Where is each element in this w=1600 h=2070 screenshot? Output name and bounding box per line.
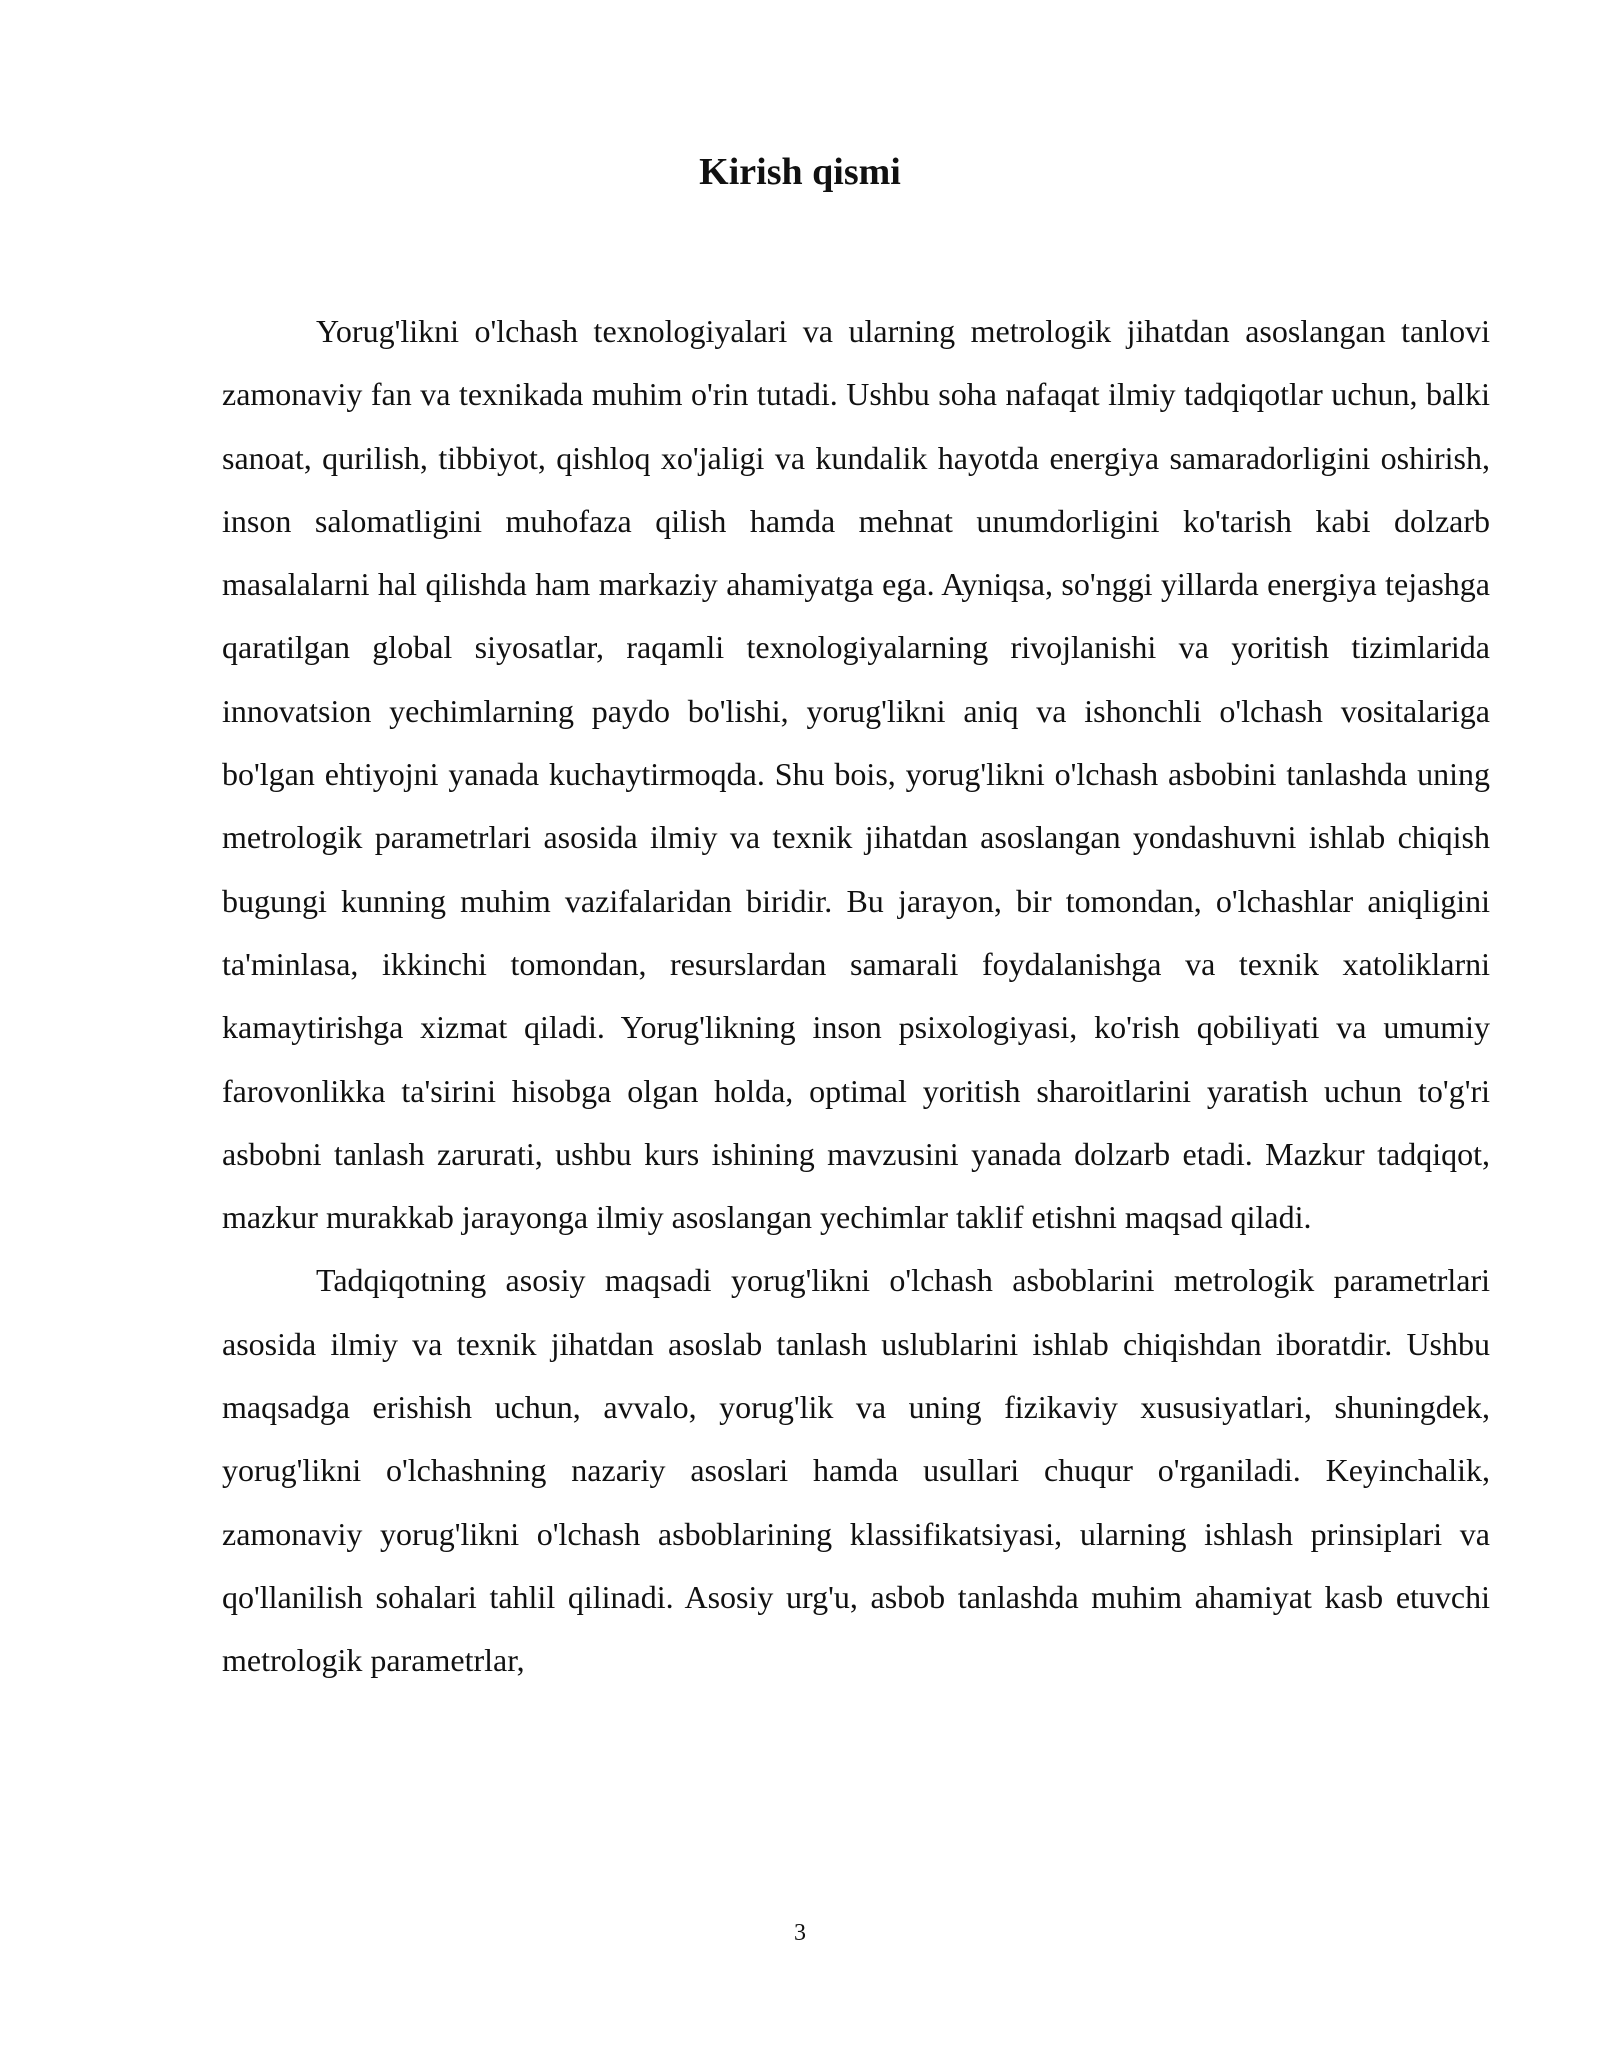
paragraph-introduction: Yorug'likni o'lchash texnologiyalari va ularning metrologik jihatdan asoslangan tanlovi zamonaviy fan va texnikada muhim o'rin tutadi. Ushbu soha nafaqat ilmiy tadqiqotlar uchun, balki sanoat, qurilish, tibbiyot, qishloq xo'jaligi va kundalik hayotda energiya samaradorligini oshirish, inson salomatligini muhofaza qilish hamda mehnat unumdorligini ko'tarish kabi dolzarb masalalarni hal qilishda ham markaziy ahamiyatga ega. Ayniqsa, so'nggi yillarda energiya tejashga qaratilgan global siyosatlar, raqamli texnologiyalarning rivojlanishi va yoritish tizimlarida innovatsion yechimlarning paydo bo'lishi, yorug'likni aniq va ishonchli o'lchash vositalariga bo'lgan ehtiyojni yanada kuchaytirmoqda. Shu bois, yorug'likni o'lchash asbobini tanlashda uning metrologik parametrlari asosida ilmiy va texnik jihatdan asoslangan yondashuvni ishlab chiqish bugungi kunning muhim vazifalaridan biridir. Bu jarayon, bir tomondan, o'lchashlar aniqligini ta'minlasa, ikkinchi tomondan, resurslardan samarali foydalanishga va texnik xatoliklarni kamaytirishga xizmat qiladi. Yorug'likning inson psixologiyasi, ko'rish qobiliyati va umumiy farovonlikka ta'sirini hisobga olgan holda, optimal yoritish sharoitlarini yaratish uchun to'g'ri asbobni tanlash zarurati, ushbu kurs ishining mavzusini yanada dolzarb etadi. Mazkur tadqiqot, mazkur murakkab jarayonga ilmiy asoslangan yechimlar taklif etishni maqsad qiladi.: [222, 313, 1490, 1236]
page-number: 3: [794, 1920, 806, 1946]
paragraph-research-goal: Tadqiqotning asosiy maqsadi yorug'likni o'lchash asboblarini metrologik parametrlari asosida ilmiy va texnik jihatdan asoslab tanlash uslublarini ishlab chiqishdan iboratdir. Ushbu maqsadga erishish uchun, avvalo, yorug'lik va uning fizikaviy xususiyatlari, shuningdek, yorug'likni o'lchashning nazariy asoslari hamda usullari chuqur o'rganiladi. Keyinchalik, zamonaviy yorug'likni o'lchash asboblarining klassifikatsiyasi, ularning ishlash prinsiplari va qo'llanilish sohalari tahlil qilinadi. Asosiy urg'u, asbob tanlashda muhim ahamiyat kasb etuvchi metrologik parametrlar,: [222, 1262, 1490, 1679]
body-text: [222, 300, 1490, 1693]
page-title: Kirish qismi: [699, 151, 901, 193]
